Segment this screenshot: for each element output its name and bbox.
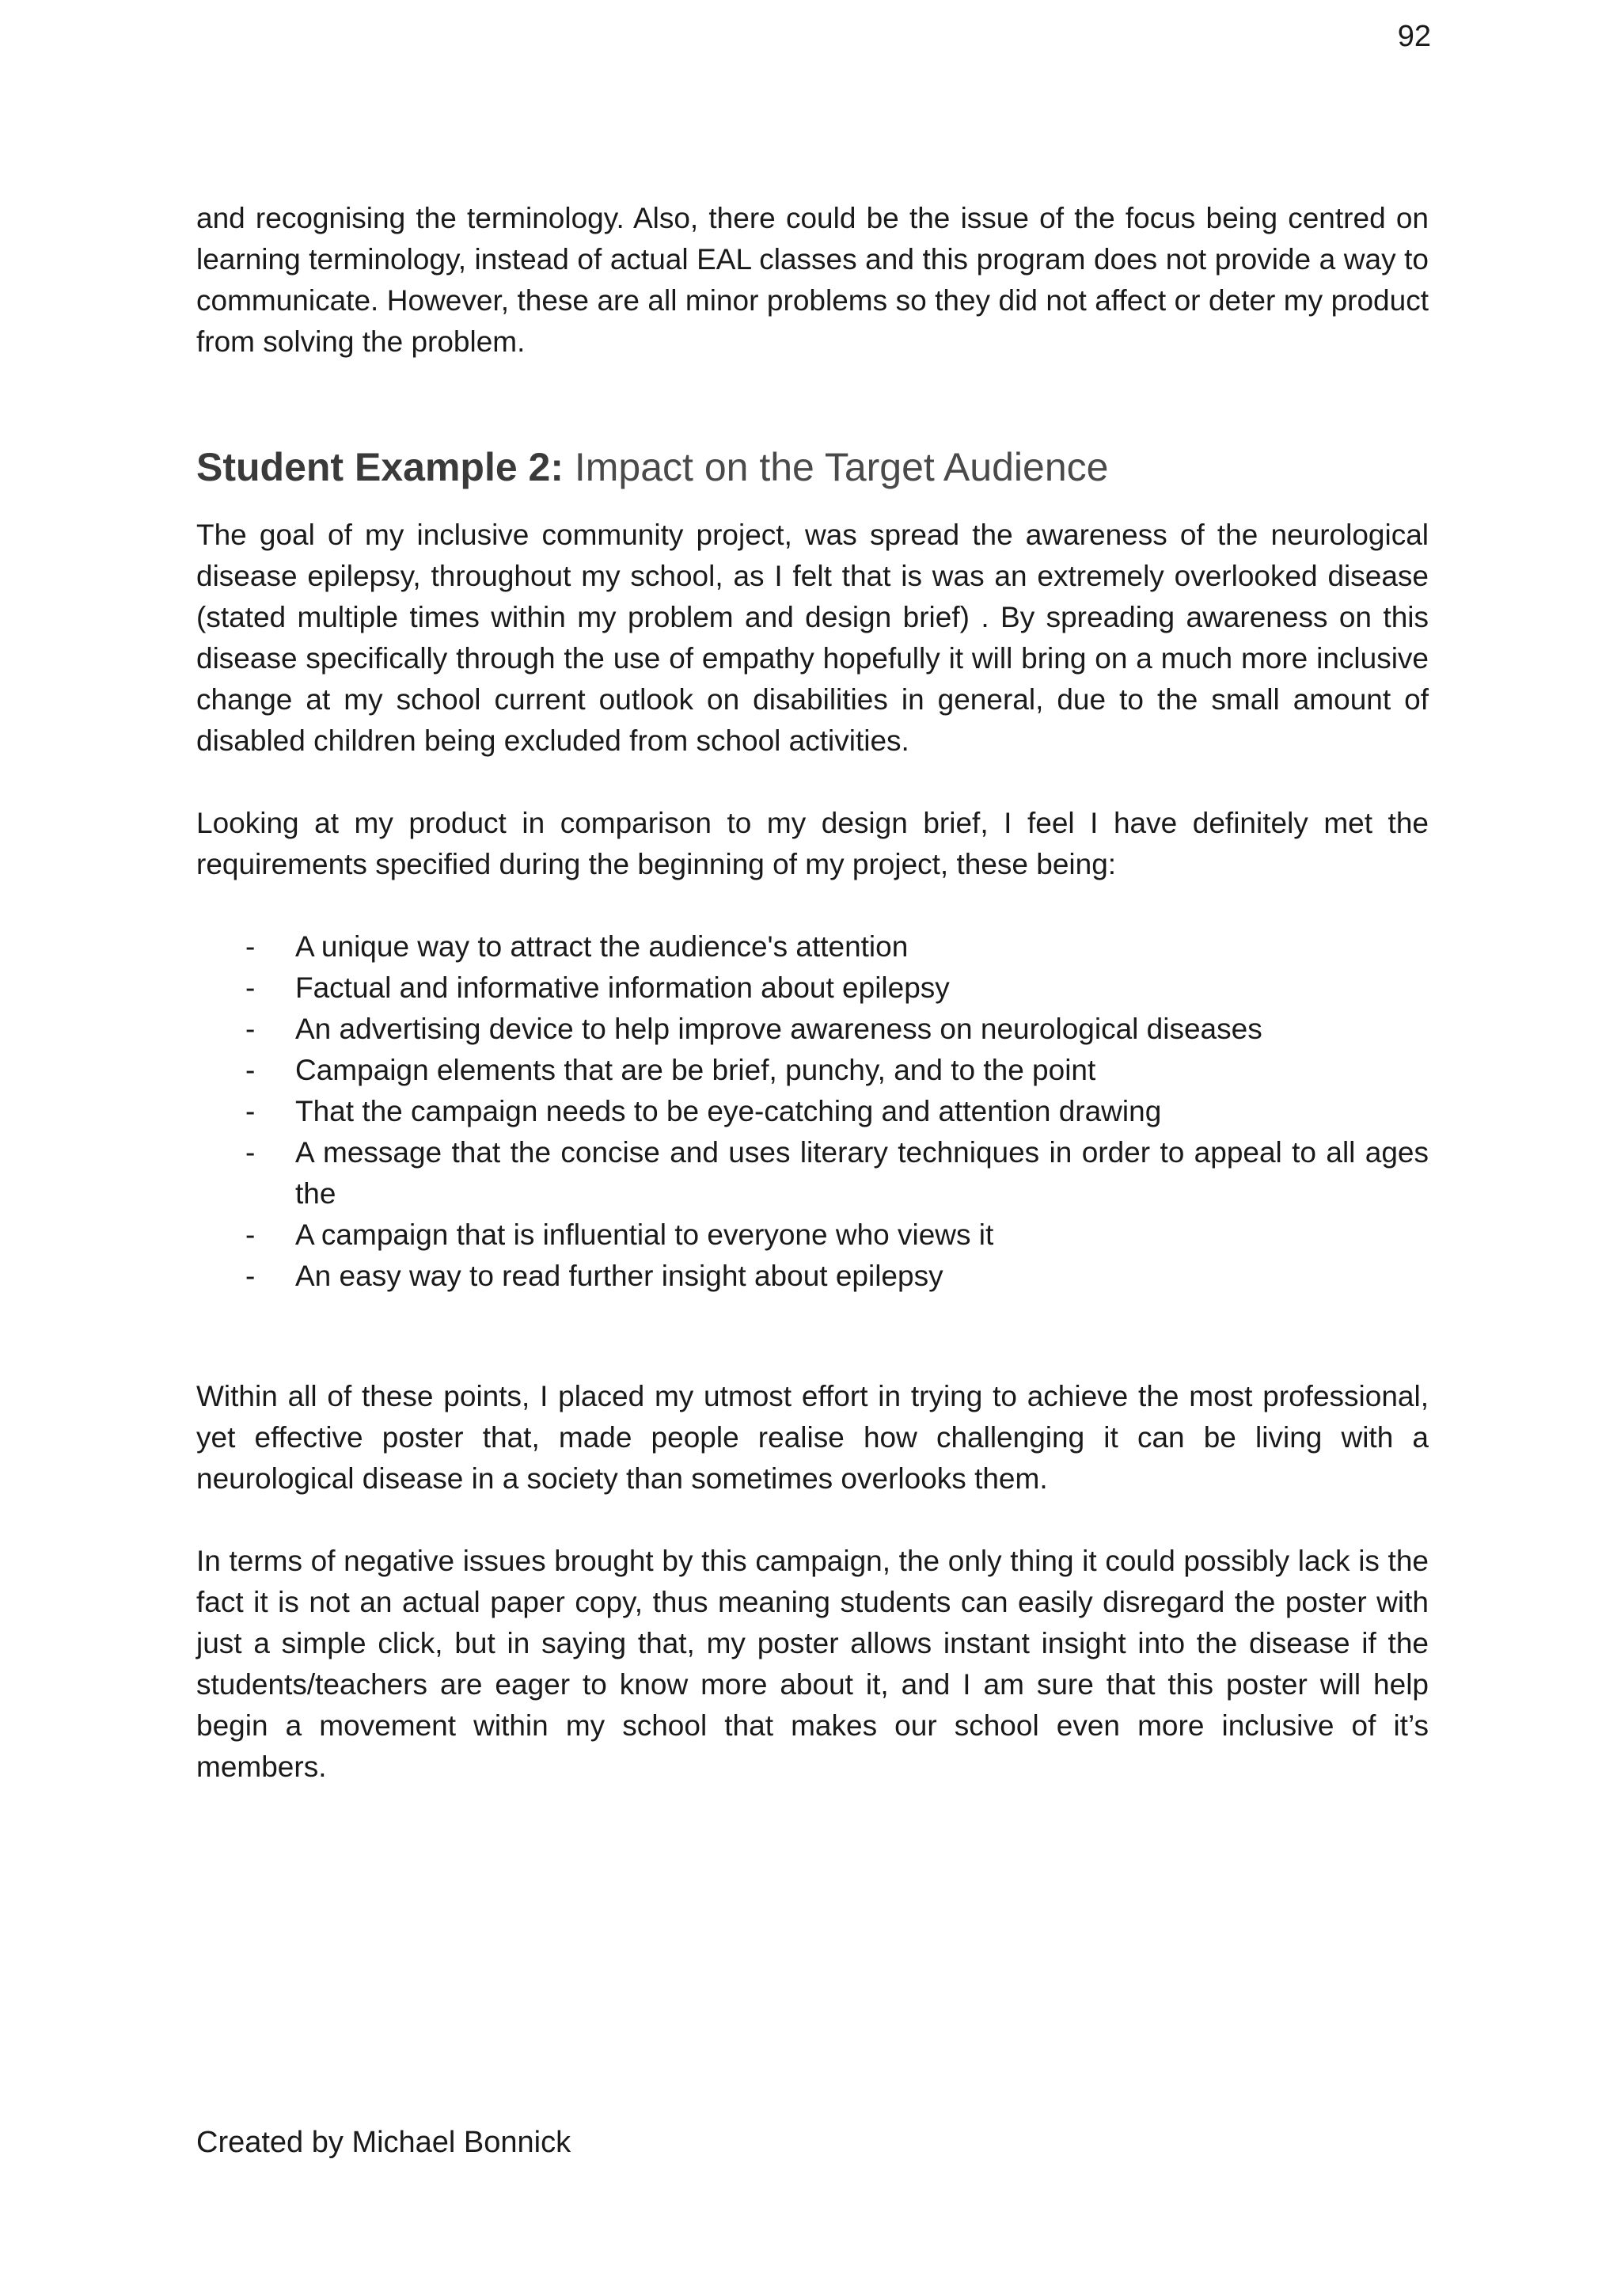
list-item-text: Campaign elements that are be brief, punchy, and to the point [295, 1054, 1096, 1086]
bullet-dash: - [245, 1095, 256, 1127]
bullet-dash: - [245, 1218, 256, 1251]
list-item [196, 1050, 1429, 1091]
section-heading [196, 441, 1108, 493]
goal-paragraph: The goal of my inclusive community project, was spread the awareness of the neurological disease epilepsy, throughout my school, as I felt that is was an extremely overlooked disease (stated multiple times within my problem and design brief) . By spreading awareness on this disease specifically through the use of empathy hopefully it will bring on a much more inclusive change at my school current outlook on disabilities in general, due to the small amount of disabled children being excluded from school activities. [196, 519, 1429, 757]
negative-issues-paragraph: In terms of negative issues brought by this campaign, the only thing it could possibly lack is the fact it is not an actual paper copy, thus meaning students can easily disregard the poster with just a simple click, but in saying that, my poster allows instant insight into the disease if the students/teachers are eager to know more about it, and I am sure that this poster will help begin a movement within my school that makes our school even more inclusive of it’s members. [196, 1545, 1429, 1783]
list-item [196, 1091, 1429, 1132]
list-item [196, 1132, 1429, 1215]
page-number: 92 [1397, 20, 1431, 53]
list-item-text: An easy way to read further insight about epilepsy [295, 1260, 943, 1292]
list-item [196, 1009, 1429, 1050]
list-item [196, 926, 1429, 967]
bullet-dash: - [245, 930, 256, 963]
bullet-dash: - [245, 971, 256, 1004]
section-heading-label: Student Example 2: [196, 445, 564, 489]
section-heading-title: Impact on the Target Audience [564, 445, 1109, 489]
list-item-text: A unique way to attract the audience's attention [295, 930, 909, 963]
bullet-dash: - [245, 1013, 256, 1045]
list-item-text: An advertising device to help improve awareness on neurological diseases [295, 1013, 1262, 1045]
requirements-list [196, 926, 1429, 1297]
list-item-text: Factual and informative information about epilepsy [295, 971, 950, 1004]
list-item [196, 967, 1429, 1009]
footer-credit: Created by Michael Bonnick [196, 2126, 571, 2159]
list-item-text: A message that the concise and uses literary techniques in order to appeal to all ages the [295, 1136, 1429, 1210]
list-item [196, 1215, 1429, 1256]
list-item-text: That the campaign needs to be eye-catching and attention drawing [295, 1095, 1162, 1127]
bullet-dash: - [245, 1054, 256, 1086]
effort-paragraph: Within all of these points, I placed my utmost effort in trying to achieve the most professional, yet effective poster that, made people realise how challenging it can be living with a neurological disease in a society than sometimes overlooks them. [196, 1380, 1429, 1495]
bullet-dash: - [245, 1260, 256, 1292]
list-item-text: A campaign that is influential to everyone who views it [295, 1218, 994, 1251]
bullet-dash: - [245, 1136, 256, 1169]
intro-continuation-paragraph: and recognising the terminology. Also, there could be the issue of the focus being centred on learning terminology, instead of actual EAL classes and this program does not provide a way to communicate. However, these are all minor problems so they did not affect or deter my product from solving the problem. [196, 202, 1429, 358]
comparison-paragraph: Looking at my product in comparison to my design brief, I feel I have definitely met the requirements specified during the beginning of my project, these being: [196, 807, 1429, 880]
list-item [196, 1256, 1429, 1297]
